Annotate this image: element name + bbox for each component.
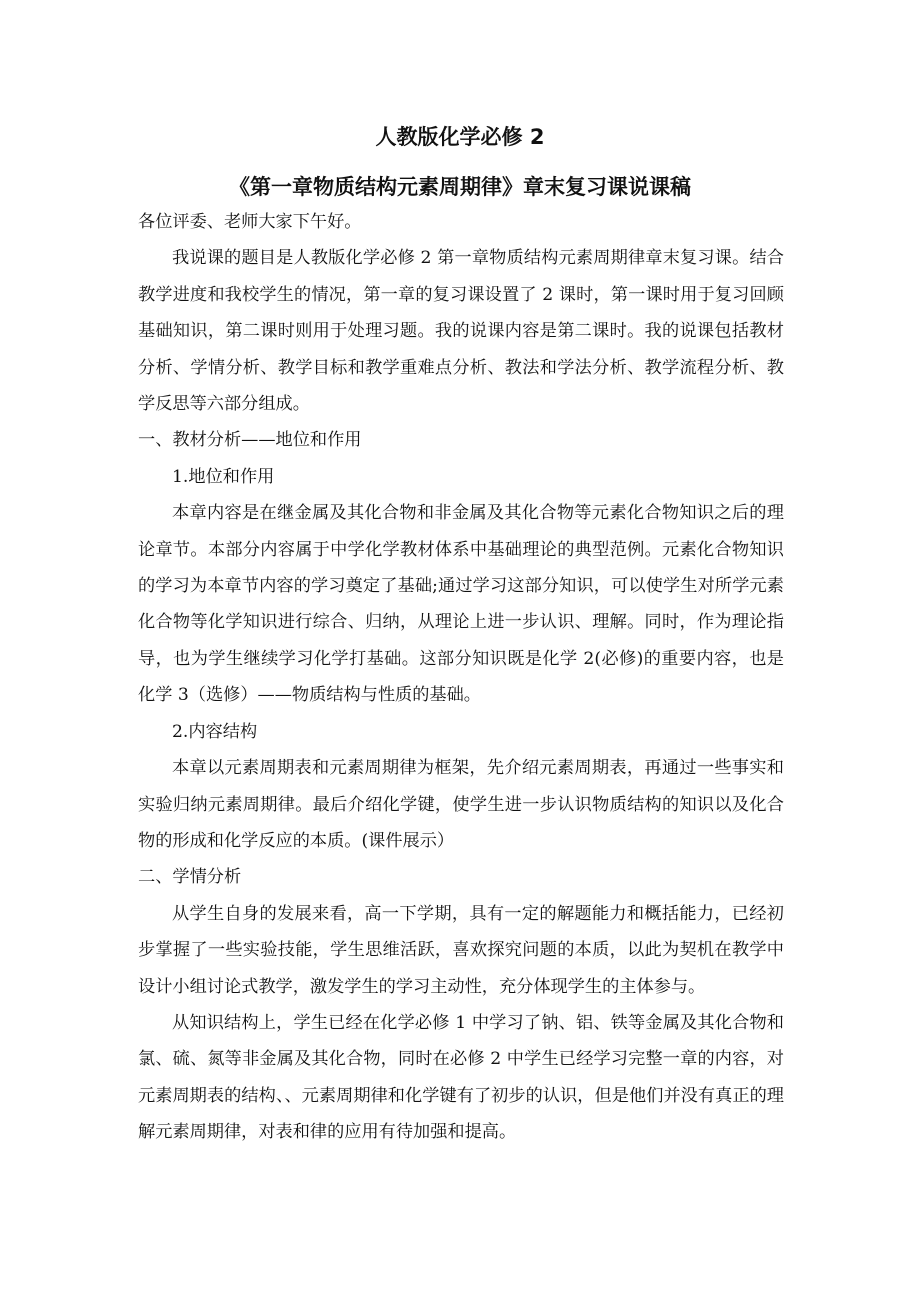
subheading-status-role: 1.地位和作用 — [172, 466, 275, 487]
status-role-paragraph: 本章内容是在继金属及其化合物和非金属及其化合物等元素化合物知识之后的理论章节。本部分内容属于中学化学教材体系中基础理论的典型范例。元素化合物知识的学习为本章节内容的学习奠定了基础;通过学习这部分知识，可以使学生对所学元素化合物等化学知识进行综合、归纳，从理论上进一步认识、理解。同时，作为理论指导，也为学生继续学习化学打基础。这部分知识既是化学 2(必修)的重要内容，也是化学 3（选修）——物质结构与性质的基础。 — [138, 503, 784, 706]
section-heading-student-analysis: 二、学情分析 — [138, 867, 242, 888]
greeting-paragraph: 各位评委、老师大家下午好。 — [138, 212, 362, 232]
knowledge-structure-paragraph: 从知识结构上，学生已经在化学必修 1 中学习了钠、铝、铁等金属及其化合物和氯、硫、氮等非金属及其化合物，同时在必修 2 中学生已经学习完整一章的内容，对元素周期表的结构、、元素周期律和化学键有了初步的认识，但是他们并没有真正的理解元素周期律，对表和律的应用有待加强和提高。 — [138, 1012, 784, 1143]
document-title: 人教版化学必修 2 — [375, 125, 545, 149]
document-body — [138, 204, 784, 1151]
section-heading-textbook-analysis: 一、教材分析——地位和作用 — [138, 430, 362, 451]
intro-paragraph: 我说课的题目是人教版化学必修 2 第一章物质结构元素周期律章末复习课。结合教学进度和我校学生的情况，第一章的复习课设置了 2 课时，第一课时用于复习回顾基础知识，第二课时则用于处理习题。我的说课内容是第二课时。我的说课包括教材分析、学情分析、教学目标和教学重难点分析、教法和学法分析、教学流程分析、教学反思等六部分组成。 — [138, 248, 784, 415]
document-subtitle: 《第一章物质结构元素周期律》章末复习课说课稿 — [229, 175, 691, 199]
content-structure-paragraph: 本章以元素周期表和元素周期律为框架，先介绍元素周期表，再通过一些事实和实验归纳元素周期律。最后介绍化学键，使学生进一步认识物质结构的知识以及化合物的形成和化学反应的本质。(课件展示） — [138, 758, 784, 851]
subheading-content-structure: 2.内容结构 — [172, 721, 258, 742]
student-development-paragraph: 从学生自身的发展来看，高一下学期，具有一定的解题能力和概括能力，已经初步掌握了一些实验技能，学生思维活跃，喜欢探究问题的本质，以此为契机在教学中设计小组讨论式教学，激发学生的学习主动性，充分体现学生的主体参与。 — [138, 903, 784, 997]
